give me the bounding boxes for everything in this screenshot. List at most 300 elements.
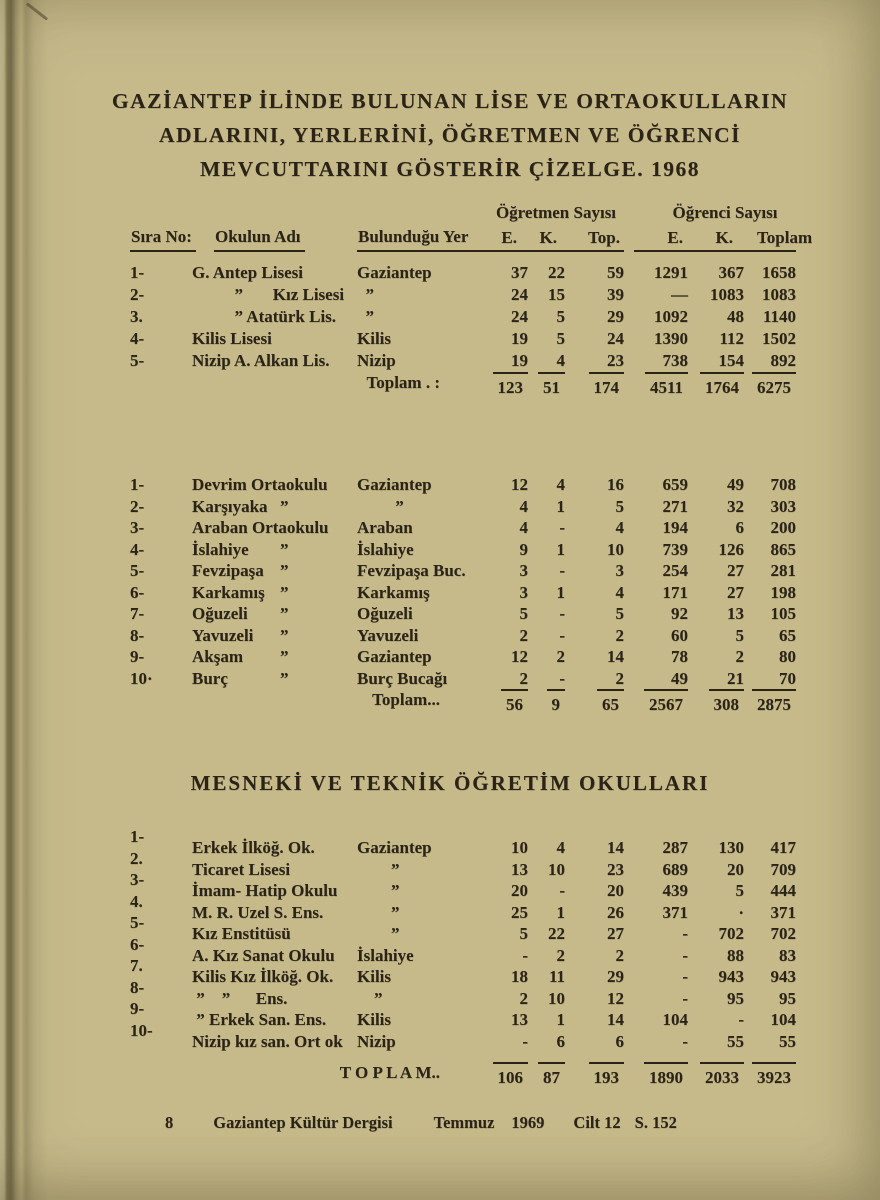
header-bulundugu-yer-label: Bulunduğu Yer	[357, 227, 472, 252]
row-number: 5-	[130, 561, 145, 580]
value-cell: 659	[662, 475, 688, 494]
school-name: Kilis Lisesi	[192, 329, 272, 348]
total-label: Toplam . :	[366, 373, 440, 392]
total-overline-value: 123	[493, 372, 529, 400]
row-number: 4.	[130, 891, 143, 911]
school-name: M. R. Uzel S. Ens.	[192, 902, 324, 922]
school-location: ”	[357, 988, 383, 1008]
row-number: 1-	[130, 827, 145, 846]
school-location: Gaziantep	[357, 647, 432, 666]
table-row	[116, 1020, 796, 1053]
school-name: Ticaret Lisesi	[192, 859, 291, 879]
table-row	[116, 517, 796, 539]
footer-month: Temmuz	[433, 1113, 495, 1132]
total-label: T O P L A M..	[339, 1063, 440, 1082]
total-value	[688, 372, 744, 400]
value-cell: 371	[662, 902, 688, 922]
header-teacher-total: Top.	[588, 228, 620, 247]
value-cell: 5	[735, 881, 744, 900]
value-cell: 10	[548, 859, 565, 879]
value-cell: 865	[770, 539, 796, 559]
value-cell: 22	[548, 263, 565, 282]
total-overline-value: 3923	[752, 1062, 796, 1090]
value-cell: 4	[519, 496, 528, 516]
value-cell: 287	[662, 838, 688, 857]
value-cell: 271	[662, 496, 688, 516]
value-cell: 254	[662, 561, 688, 580]
value-cell: 739	[662, 539, 688, 559]
table-row	[116, 870, 796, 902]
school-location: Gaziantep	[357, 263, 432, 282]
total-value	[624, 1062, 688, 1090]
total-overline-value: 308	[709, 689, 745, 717]
school-location: ”	[357, 924, 400, 943]
group-header-row	[116, 198, 796, 223]
value-cell: 24	[607, 329, 624, 348]
value-cell: 444	[770, 881, 796, 900]
title-line-1: GAZİANTEP İLİNDE BULUNAN LİSE VE ORTAOKULLARIN	[111, 89, 789, 113]
value-cell: 105	[770, 604, 796, 623]
value-cell: 1083	[710, 285, 744, 304]
scan-artifact	[26, 2, 48, 20]
value-cell: 6	[556, 1031, 565, 1051]
value-cell: 48	[727, 307, 744, 326]
teacher-count-group-header: Öğretmen Sayısı	[495, 203, 617, 222]
value-cell: 4	[615, 518, 624, 537]
total-value	[688, 1062, 744, 1090]
total-value	[440, 689, 528, 717]
total-value	[565, 1062, 624, 1090]
total-value	[624, 372, 688, 400]
value-cell: 709	[770, 859, 796, 879]
total-value	[744, 689, 796, 717]
ditto-mark: ”	[280, 647, 289, 666]
section-title: MESNEKİ VE TEKNİK ÖĞRETİM OKULLARI	[190, 771, 710, 795]
value-cell: 27	[727, 561, 744, 580]
value-cell: 708	[770, 475, 796, 494]
value-cell: 5	[615, 496, 624, 516]
value-cell: 702	[718, 924, 744, 943]
value-cell: 3	[519, 561, 528, 580]
total-overline-value: 174	[589, 372, 625, 400]
value-cell: -	[559, 604, 565, 623]
value-cell: 2	[615, 668, 624, 688]
value-cell: 4	[615, 582, 624, 602]
value-cell: 49	[671, 668, 688, 688]
value-cell: 198	[770, 582, 796, 602]
value-cell: 10	[548, 988, 565, 1008]
table-row	[116, 977, 796, 1010]
total-value	[440, 1062, 528, 1090]
value-cell: 55	[779, 1031, 796, 1051]
table-row	[116, 474, 796, 496]
total-value	[528, 372, 565, 400]
row-number: 8-	[130, 625, 145, 645]
high-schools-table	[116, 262, 796, 397]
value-cell: 14	[607, 647, 624, 666]
value-cell: 4	[519, 518, 528, 537]
footer-page-ref: S. 152	[634, 1113, 677, 1132]
value-cell: 2	[519, 625, 528, 645]
row-number: 6-	[130, 934, 145, 954]
table-row	[116, 328, 796, 350]
value-cell: 4	[556, 838, 565, 857]
value-cell: 13	[511, 1010, 528, 1029]
value-cell: 367	[718, 263, 744, 282]
table-row	[116, 262, 796, 284]
header-sira-no	[116, 227, 192, 252]
total-overline-value: 1890	[644, 1062, 688, 1090]
table-row	[116, 539, 796, 561]
value-cell: 6	[735, 518, 744, 537]
value-cell: 24	[511, 285, 528, 304]
value-cell: 104	[662, 1010, 688, 1029]
row-number: 5-	[130, 351, 145, 370]
school-location: ”	[357, 307, 374, 326]
total-overline-value: 106	[493, 1062, 529, 1090]
value-cell: 689	[662, 859, 688, 879]
value-cell: 281	[770, 561, 796, 580]
total-overline-value: 65	[597, 689, 624, 717]
value-cell: 1	[556, 582, 565, 602]
value-cell: -	[682, 1031, 688, 1051]
value-cell: 29	[607, 307, 624, 326]
table-row	[116, 956, 796, 988]
total-overline-value: 2567	[644, 689, 688, 717]
value-cell: 5	[519, 924, 528, 943]
value-cell: 439	[662, 881, 688, 900]
total-overline-value: 2875	[752, 689, 796, 717]
row-number: 10·	[130, 668, 153, 688]
value-cell: -	[559, 668, 565, 688]
school-name: Araban Ortaokulu	[192, 518, 329, 537]
school-name: Kız Enstitüsü	[192, 924, 291, 943]
total-value	[744, 1062, 796, 1090]
value-cell: 738	[662, 351, 688, 370]
value-cell: 112	[719, 329, 744, 348]
table-row	[116, 603, 796, 625]
school-name: Devrim Ortaokulu	[192, 475, 328, 494]
total-label: Toplam...	[372, 690, 440, 709]
value-cell: 1	[556, 902, 565, 922]
value-cell: 13	[727, 604, 744, 623]
table-row	[116, 646, 796, 668]
value-cell: 70	[779, 668, 796, 688]
school-name: Erkek İlköğ. Ok.	[192, 838, 315, 857]
value-cell: 1658	[762, 263, 796, 282]
value-cell: 49	[727, 475, 744, 494]
value-cell: 88	[727, 945, 744, 965]
value-cell: -	[559, 881, 565, 900]
value-cell: 702	[770, 924, 796, 943]
value-cell: -	[682, 924, 688, 943]
value-cell: 20	[511, 881, 528, 900]
school-location: Yavuzeli	[357, 625, 419, 645]
total-value	[440, 372, 528, 400]
school-location: Burç Bucağı	[357, 668, 448, 688]
row-number: 1-	[130, 475, 145, 494]
spacer	[116, 689, 192, 717]
student-count-group-header: Öğrenci Sayısı	[672, 203, 778, 222]
total-overline-value: 2033	[700, 1062, 744, 1090]
value-cell: 20	[727, 859, 744, 879]
value-cell: -	[738, 1010, 744, 1029]
school-location: Kilis	[357, 329, 392, 348]
table-row	[116, 582, 796, 604]
value-cell: 1	[556, 1010, 565, 1029]
table-row	[116, 668, 796, 690]
value-cell: 2	[615, 945, 624, 965]
value-cell: 95	[779, 988, 796, 1008]
value-cell: 2	[519, 988, 528, 1008]
spacer	[116, 1051, 192, 1079]
value-cell: 4	[556, 351, 565, 370]
total-value	[688, 689, 744, 717]
value-cell: 194	[662, 518, 688, 537]
value-cell: 943	[718, 967, 744, 986]
footer-volume: Cilt 12	[573, 1113, 621, 1132]
ditto-mark: ”	[280, 668, 289, 688]
row-number: 2.	[130, 848, 143, 868]
header-student-male: E.	[667, 228, 683, 247]
school-location: ”	[357, 881, 400, 900]
value-cell: 1140	[762, 307, 796, 326]
value-cell: 12	[607, 988, 624, 1008]
value-cell: 10	[511, 838, 528, 857]
row-number: 4-	[130, 329, 145, 348]
school-location: ”	[357, 859, 400, 879]
value-cell: 32	[727, 496, 744, 516]
value-cell: 2	[556, 945, 565, 965]
page-title	[90, 84, 810, 186]
school-name: Oğuzeli ”	[192, 604, 289, 623]
school-location: Araban	[357, 518, 413, 537]
value-cell: 19	[511, 329, 528, 348]
value-cell: 13	[511, 859, 528, 879]
value-cell: -	[682, 945, 688, 965]
total-overline-value: 1764	[700, 372, 744, 400]
table-header	[116, 198, 813, 252]
value-cell: 65	[779, 625, 796, 645]
row-number: 8-	[130, 977, 145, 997]
header-sira-no-label: Sıra No:	[130, 227, 196, 252]
row-number: 3.	[130, 307, 143, 326]
value-cell: 154	[718, 351, 744, 370]
school-location: ”	[357, 285, 374, 304]
value-cell: 4	[556, 475, 565, 494]
value-cell: 171	[662, 582, 688, 602]
total-value	[744, 372, 796, 400]
row-number: 3-	[130, 518, 145, 537]
value-cell: 2	[556, 647, 565, 666]
table-row	[116, 848, 796, 881]
value-cell: -	[682, 988, 688, 1008]
school-name: G. Antep Lisesi	[192, 263, 303, 282]
school-location: Gaziantep	[357, 475, 432, 494]
value-cell: 16	[607, 475, 624, 494]
value-cell: 943	[770, 967, 796, 986]
school-name: Karkamış ”	[192, 582, 289, 602]
school-name: Burç ”	[192, 668, 289, 688]
value-cell: 130	[718, 838, 744, 857]
value-cell: 83	[779, 945, 796, 965]
school-location: ”	[357, 496, 404, 516]
school-name: Akşam ”	[192, 647, 289, 666]
total-value	[565, 689, 624, 717]
row-number: 10-	[130, 1020, 153, 1040]
value-cell: 11	[548, 967, 565, 986]
value-cell: 371	[770, 902, 796, 922]
value-cell: 2	[615, 625, 624, 645]
ditto-mark: ”	[280, 582, 289, 602]
value-cell: -	[559, 561, 565, 580]
total-row	[116, 1062, 796, 1087]
value-cell: -	[522, 1031, 528, 1051]
value-cell: 24	[511, 307, 528, 326]
school-location: Kilis	[357, 1010, 392, 1029]
value-cell: 5	[615, 604, 624, 623]
school-location: Nizip	[357, 351, 396, 370]
ditto-mark: ”	[280, 496, 289, 516]
title-line-2: ADLARINI, YERLERİNİ, ÖĞRETMEN VE ÖĞRENCİ	[158, 123, 742, 147]
school-name: Yavuzeli ”	[192, 625, 289, 645]
value-cell: 80	[779, 647, 796, 666]
header-student-female: K.	[715, 228, 733, 247]
row-number: 3-	[130, 870, 145, 889]
header-okulun-adi	[192, 227, 357, 252]
row-number: 2-	[130, 496, 145, 516]
row-number: 7-	[130, 604, 145, 623]
school-location: Kilis	[357, 967, 392, 986]
value-cell: 60	[671, 625, 688, 645]
value-cell: 5	[556, 307, 565, 326]
value-cell: 20	[607, 881, 624, 900]
value-cell: —	[671, 285, 688, 304]
value-cell: 1083	[762, 285, 796, 304]
column-header-row	[116, 223, 813, 252]
value-cell: 39	[607, 285, 624, 304]
value-cell: 3	[519, 582, 528, 602]
total-value	[528, 689, 565, 717]
header-bulundugu-yer	[357, 227, 469, 252]
value-cell: 23	[607, 351, 624, 370]
table-row	[116, 934, 796, 967]
value-cell: 22	[548, 924, 565, 943]
value-cell: 5	[735, 625, 744, 645]
value-cell: 2	[519, 668, 528, 688]
value-cell: 303	[770, 496, 796, 516]
table-row	[116, 891, 796, 924]
value-cell: 1092	[654, 307, 688, 326]
value-cell: 12	[511, 647, 528, 666]
school-location: İslahiye	[357, 945, 414, 965]
value-cell: 2	[735, 647, 744, 666]
value-cell: 1	[556, 496, 565, 516]
value-cell: 6	[615, 1031, 624, 1051]
footer-journal-name: Gaziantep Kültür Dergisi	[213, 1113, 393, 1132]
school-name: İmam- Hatip Okulu	[192, 881, 338, 900]
value-cell: 126	[718, 539, 744, 559]
value-cell: -	[559, 625, 565, 645]
value-cell: 417	[770, 838, 796, 857]
total-overline-value: 87	[538, 1062, 565, 1090]
value-cell: 29	[607, 967, 624, 986]
total-value	[624, 689, 688, 717]
value-cell: 1291	[654, 263, 688, 282]
value-cell: 892	[770, 351, 796, 370]
row-number: 2-	[130, 285, 145, 304]
table-row	[116, 496, 796, 518]
value-cell: 5	[519, 604, 528, 623]
value-cell: 95	[727, 988, 744, 1008]
school-name: ” Erkek San. Ens.	[192, 1010, 327, 1029]
school-location: ”	[357, 902, 400, 922]
row-number: 6-	[130, 582, 145, 602]
table-row	[116, 306, 796, 328]
total-value	[565, 372, 624, 400]
school-name: ” Atatürk Lis.	[192, 307, 337, 326]
ditto-mark: ”	[280, 625, 289, 645]
value-cell: -	[522, 945, 528, 965]
ditto-mark: ”	[280, 561, 289, 580]
table-row	[116, 284, 796, 306]
footer-year: 1969	[511, 1113, 545, 1132]
value-cell: 37	[511, 263, 528, 282]
school-name: Karşıyaka ”	[192, 496, 289, 516]
value-cell: 27	[727, 582, 744, 602]
school-name: İslahiye ”	[192, 539, 289, 559]
row-number: 5-	[130, 913, 145, 932]
school-location: Karkamış	[357, 582, 430, 602]
total-overline-value: 193	[589, 1062, 625, 1090]
value-cell: 5	[556, 329, 565, 348]
table-row	[116, 913, 796, 945]
total-overline-value: 6275	[752, 372, 796, 400]
value-cell: 18	[511, 967, 528, 986]
header-student-total: Toplam	[757, 228, 813, 247]
school-name: Nizip A. Alkan Lis.	[192, 351, 330, 370]
value-cell: 27	[607, 924, 624, 943]
table-row	[116, 350, 796, 372]
value-cell: 59	[607, 263, 624, 282]
row-number: 9-	[130, 647, 145, 666]
value-cell: 14	[607, 838, 624, 857]
school-name: Kilis Kız İlköğ. Ok.	[192, 967, 334, 986]
header-teacher-female: K.	[539, 228, 557, 247]
school-location: İslahiye	[357, 539, 414, 559]
value-cell: 200	[770, 518, 796, 537]
value-cell: 23	[607, 859, 624, 879]
row-number: 1-	[130, 263, 145, 282]
school-location: Gaziantep	[357, 838, 432, 857]
page-footer	[0, 1113, 880, 1133]
ditto-mark: ”	[280, 539, 289, 559]
school-location: Oğuzeli	[357, 604, 413, 623]
table-row	[116, 560, 796, 582]
total-overline-value: 51	[538, 372, 565, 400]
total-row	[116, 372, 796, 397]
value-cell: 3	[615, 561, 624, 580]
footer-page-number: 8	[165, 1113, 174, 1132]
title-line-3: MEVCUTTARINI GÖSTERİR ÇİZELGE. 1968	[199, 157, 701, 181]
total-overline-value: 56	[501, 689, 528, 717]
value-cell: -	[559, 518, 565, 537]
school-name: Nizip kız san. Ort ok	[192, 1031, 343, 1051]
student-subheaders	[634, 228, 813, 252]
school-name: Fevzipaşa ”	[192, 561, 289, 580]
value-cell: 1502	[762, 329, 796, 348]
value-cell: 10	[607, 539, 624, 559]
